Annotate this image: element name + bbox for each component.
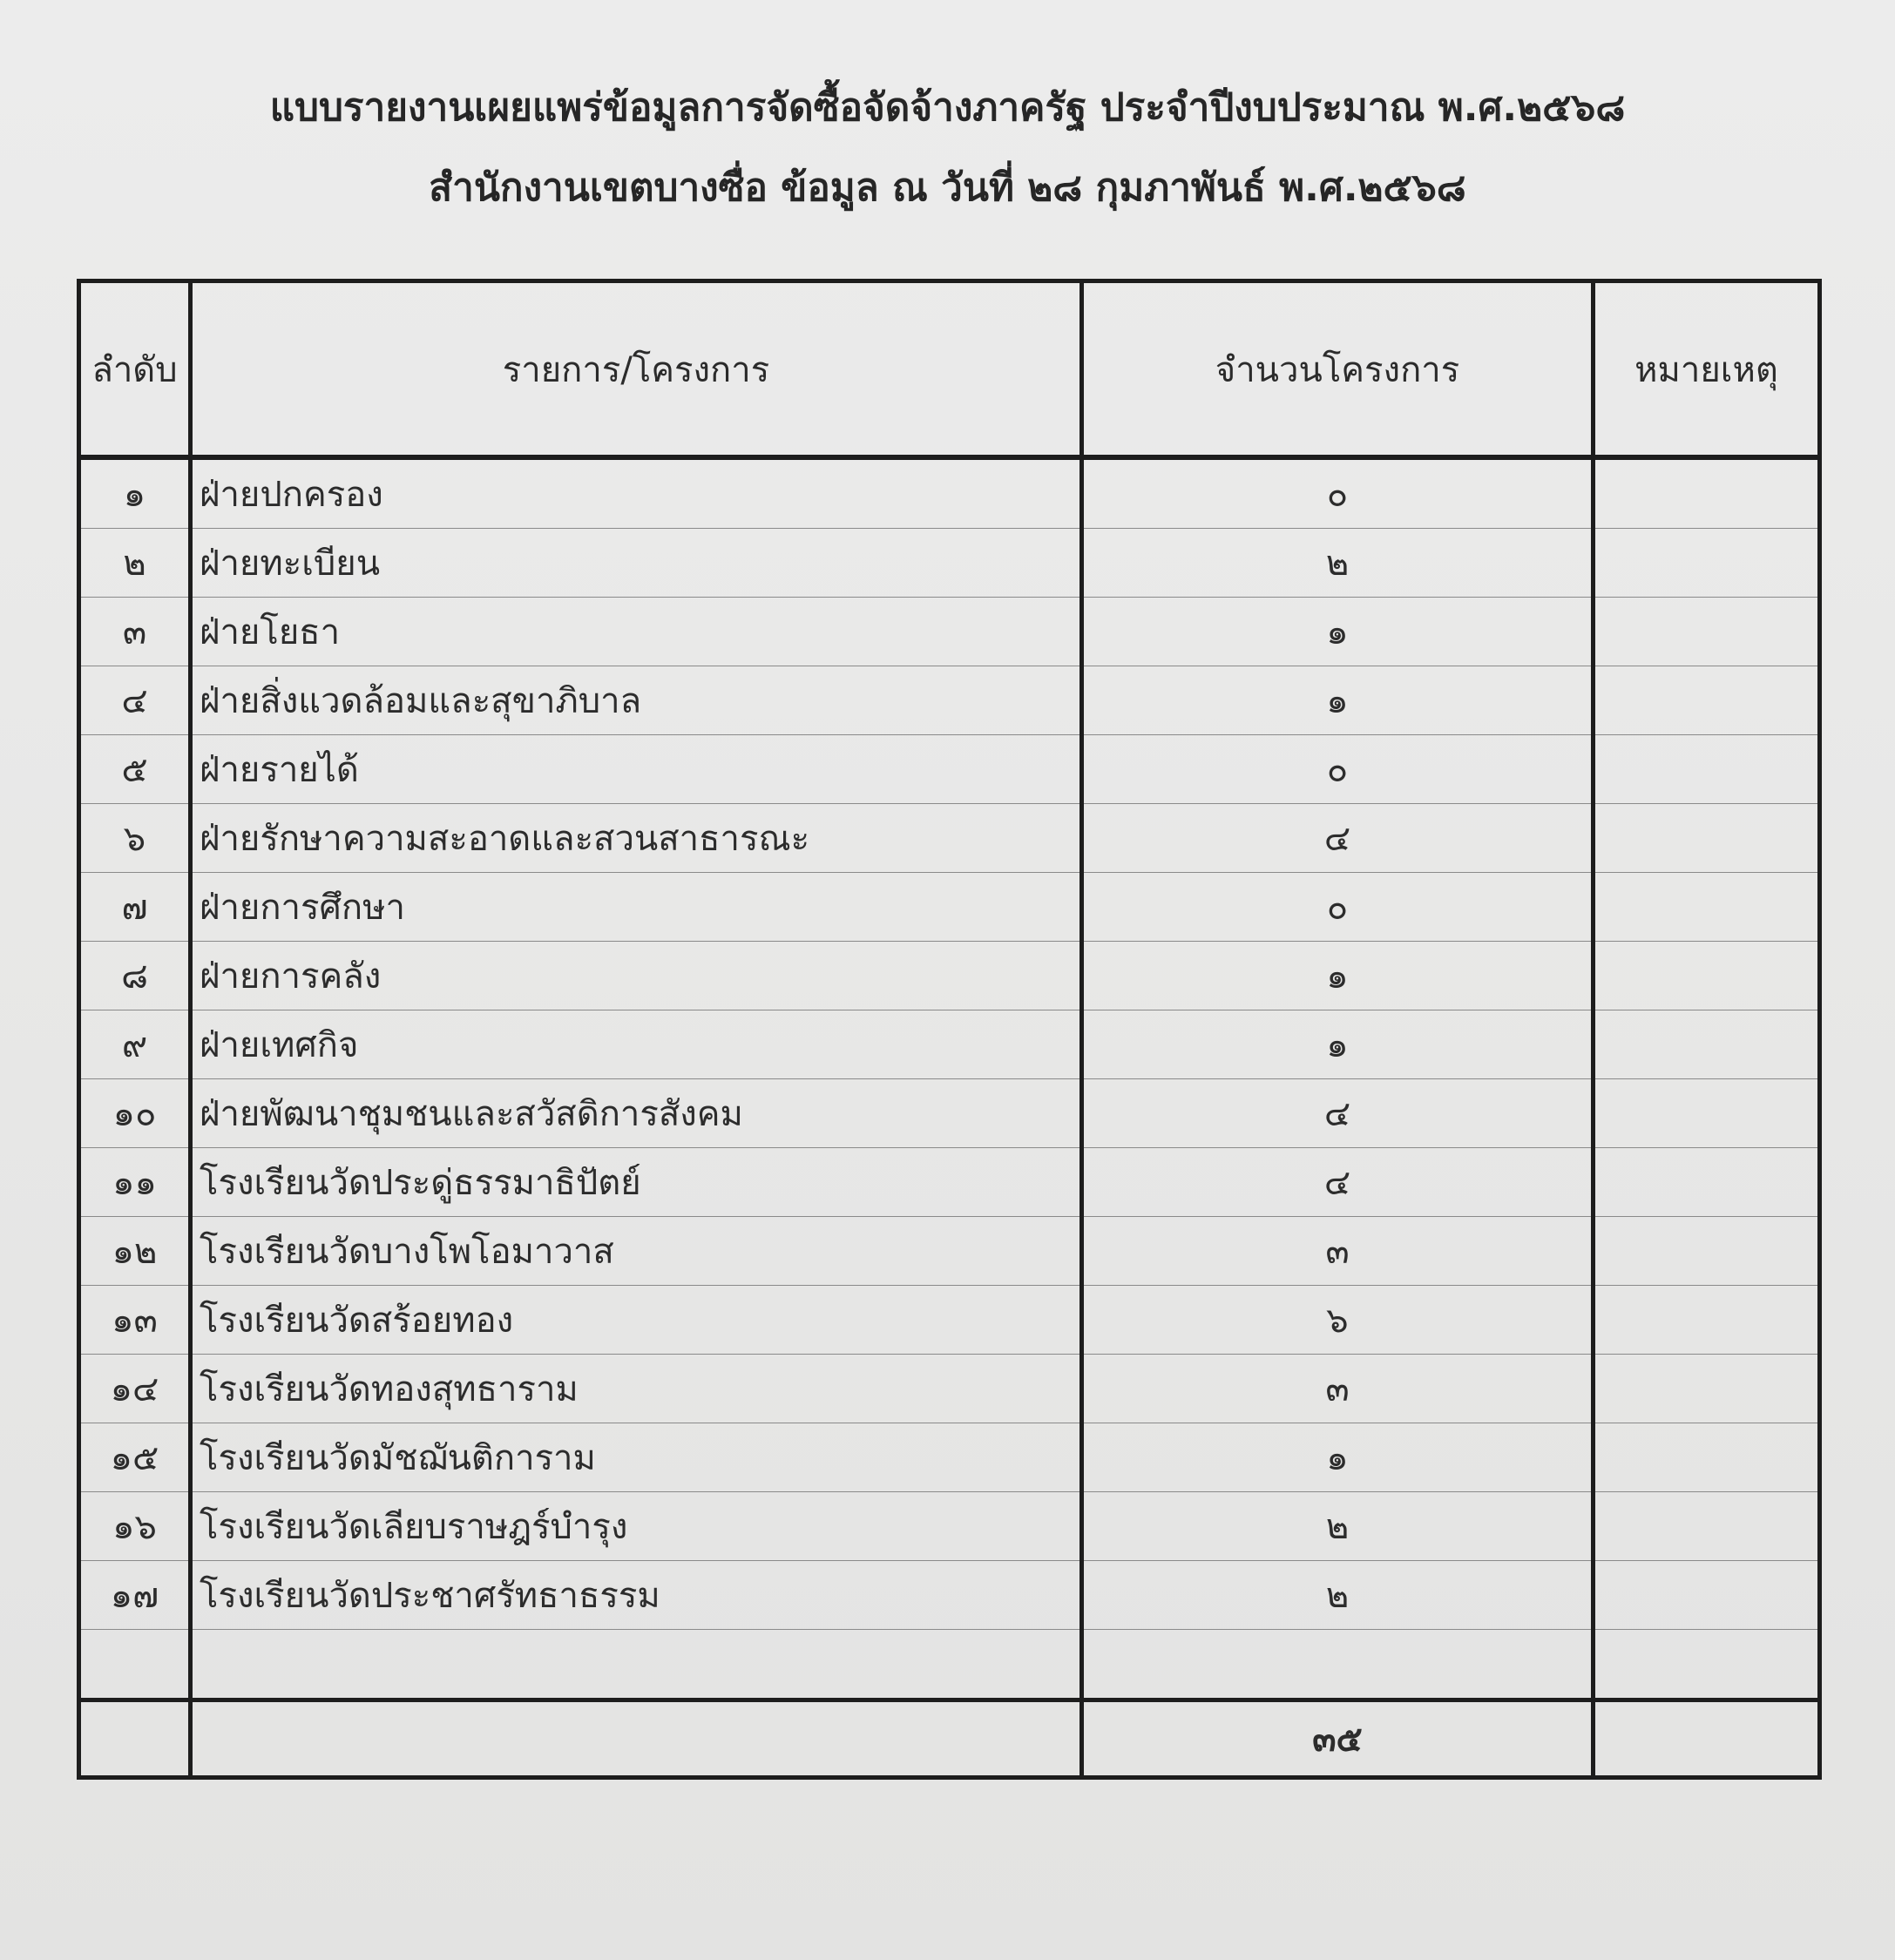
row-item: ฝ่ายการคลัง bbox=[191, 942, 1082, 1010]
report-title: แบบรายงานเผยแพร่ข้อมูลการจัดซื้อจัดจ้างภาครัฐ ประจำปีงบประมาณ พ.ศ.๒๕๖๘ bbox=[269, 85, 1626, 130]
row-note bbox=[1594, 735, 1820, 804]
table-row bbox=[79, 735, 1820, 804]
blank-cell bbox=[79, 1630, 191, 1700]
row-seq: ๑๐ bbox=[79, 1079, 191, 1148]
row-note bbox=[1594, 1079, 1820, 1148]
table-row bbox=[79, 804, 1820, 873]
table-row bbox=[79, 1423, 1820, 1492]
row-note bbox=[1594, 1423, 1820, 1492]
row-note bbox=[1594, 804, 1820, 873]
row-seq: ๑๖ bbox=[79, 1492, 191, 1561]
procurement-table bbox=[77, 279, 1822, 1780]
row-item: โรงเรียนวัดมัชฌันติการาม bbox=[191, 1423, 1082, 1492]
table-header-row bbox=[79, 281, 1820, 458]
table-row bbox=[79, 598, 1820, 666]
row-seq: ๙ bbox=[79, 1010, 191, 1079]
row-item: โรงเรียนวัดบางโพโอมาวาส bbox=[191, 1217, 1082, 1286]
table-row bbox=[79, 666, 1820, 735]
row-note bbox=[1594, 1217, 1820, 1286]
blank-cell bbox=[191, 1630, 1082, 1700]
row-note bbox=[1594, 1561, 1820, 1630]
table-row bbox=[79, 1010, 1820, 1079]
row-count: ๐ bbox=[1082, 457, 1594, 529]
row-count: ๔ bbox=[1082, 1148, 1594, 1217]
row-note bbox=[1594, 666, 1820, 735]
total-count: ๓๕ bbox=[1082, 1700, 1594, 1778]
table-row bbox=[79, 1079, 1820, 1148]
row-seq: ๘ bbox=[79, 942, 191, 1010]
row-seq: ๖ bbox=[79, 804, 191, 873]
row-note bbox=[1594, 873, 1820, 942]
blank-cell bbox=[1082, 1630, 1594, 1700]
table-row bbox=[79, 529, 1820, 598]
table-row bbox=[79, 457, 1820, 529]
total-item-cell bbox=[191, 1700, 1082, 1778]
row-item: ฝ่ายรักษาความสะอาดและสวนสาธารณะ bbox=[191, 804, 1082, 873]
table-row bbox=[79, 1561, 1820, 1630]
total-note-cell bbox=[1594, 1700, 1820, 1778]
row-count: ๐ bbox=[1082, 873, 1594, 942]
row-item: ฝ่ายรายได้ bbox=[191, 735, 1082, 804]
row-note bbox=[1594, 529, 1820, 598]
row-item: โรงเรียนวัดประดู่ธรรมาธิปัตย์ bbox=[191, 1148, 1082, 1217]
table-row bbox=[79, 1355, 1820, 1423]
row-seq: ๑๒ bbox=[79, 1217, 191, 1286]
row-count: ๑ bbox=[1082, 1423, 1594, 1492]
row-seq: ๑ bbox=[79, 457, 191, 529]
row-seq: ๕ bbox=[79, 735, 191, 804]
row-count: ๒ bbox=[1082, 1561, 1594, 1630]
table-row bbox=[79, 873, 1820, 942]
total-row bbox=[79, 1700, 1820, 1778]
row-seq: ๑๔ bbox=[79, 1355, 191, 1423]
total-seq-cell bbox=[79, 1700, 191, 1778]
row-note bbox=[1594, 942, 1820, 1010]
row-count: ๑ bbox=[1082, 1010, 1594, 1079]
row-item: ฝ่ายโยธา bbox=[191, 598, 1082, 666]
row-count: ๖ bbox=[1082, 1286, 1594, 1355]
row-item: ฝ่ายปกครอง bbox=[191, 457, 1082, 529]
row-seq: ๑๓ bbox=[79, 1286, 191, 1355]
row-seq: ๒ bbox=[79, 529, 191, 598]
row-note bbox=[1594, 1355, 1820, 1423]
row-item: โรงเรียนวัดเลียบราษฎร์บำรุง bbox=[191, 1492, 1082, 1561]
row-seq: ๑๕ bbox=[79, 1423, 191, 1492]
blank-cell bbox=[1594, 1630, 1820, 1700]
row-item: ฝ่ายสิ่งแวดล้อมและสุขาภิบาล bbox=[191, 666, 1082, 735]
row-count: ๓ bbox=[1082, 1217, 1594, 1286]
row-seq: ๓ bbox=[79, 598, 191, 666]
row-note bbox=[1594, 598, 1820, 666]
table-row bbox=[79, 942, 1820, 1010]
row-count: ๔ bbox=[1082, 1079, 1594, 1148]
row-item: โรงเรียนวัดสร้อยทอง bbox=[191, 1286, 1082, 1355]
row-count: ๔ bbox=[1082, 804, 1594, 873]
row-count: ๒ bbox=[1082, 1492, 1594, 1561]
row-item: ฝ่ายเทศกิจ bbox=[191, 1010, 1082, 1079]
table-row bbox=[79, 1286, 1820, 1355]
row-note bbox=[1594, 1286, 1820, 1355]
row-count: ๑ bbox=[1082, 598, 1594, 666]
row-seq: ๑๗ bbox=[79, 1561, 191, 1630]
table-row bbox=[79, 1492, 1820, 1561]
blank-row bbox=[79, 1630, 1820, 1700]
row-item: ฝ่ายทะเบียน bbox=[191, 529, 1082, 598]
row-count: ๑ bbox=[1082, 942, 1594, 1010]
row-count: ๐ bbox=[1082, 735, 1594, 804]
header-count: จำนวนโครงการ bbox=[1082, 281, 1594, 458]
row-note bbox=[1594, 1010, 1820, 1079]
row-note bbox=[1594, 457, 1820, 529]
report-subtitle: สำนักงานเขตบางซื่อ ข้อมูล ณ วันที่ ๒๘ กุมภาพันธ์ พ.ศ.๒๕๖๘ bbox=[429, 166, 1466, 210]
row-seq: ๔ bbox=[79, 666, 191, 735]
row-count: ๑ bbox=[1082, 666, 1594, 735]
row-count: ๓ bbox=[1082, 1355, 1594, 1423]
row-note bbox=[1594, 1492, 1820, 1561]
row-item: ฝ่ายการศึกษา bbox=[191, 873, 1082, 942]
header-note: หมายเหตุ bbox=[1594, 281, 1820, 458]
row-item: โรงเรียนวัดประชาศรัทธาธรรม bbox=[191, 1561, 1082, 1630]
table-row bbox=[79, 1217, 1820, 1286]
table-row bbox=[79, 1148, 1820, 1217]
header-item: รายการ/โครงการ bbox=[191, 281, 1082, 458]
row-seq: ๑๑ bbox=[79, 1148, 191, 1217]
header-seq: ลำดับ bbox=[79, 281, 191, 458]
row-item: ฝ่ายพัฒนาชุมชนและสวัสดิการสังคม bbox=[191, 1079, 1082, 1148]
row-seq: ๗ bbox=[79, 873, 191, 942]
row-note bbox=[1594, 1148, 1820, 1217]
row-item: โรงเรียนวัดทองสุทธาราม bbox=[191, 1355, 1082, 1423]
row-count: ๒ bbox=[1082, 529, 1594, 598]
